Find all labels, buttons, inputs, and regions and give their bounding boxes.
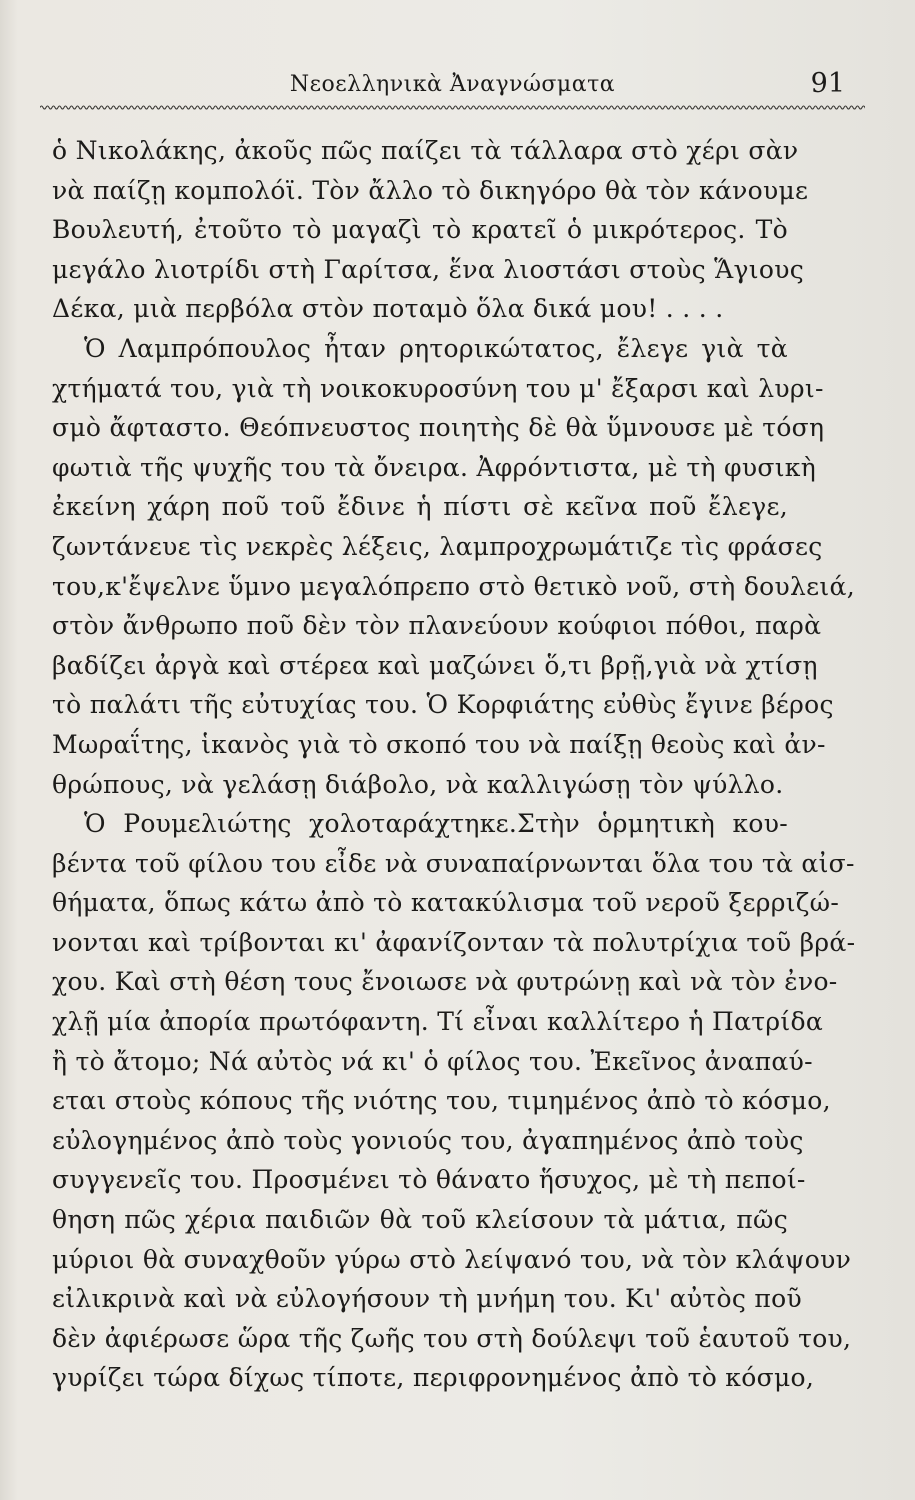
text-line: θρώπους, νὰ γελάσῃ διάβολο, νὰ καλλιγώσῃ τὸν ψύλλο. [52, 769, 784, 799]
text-line: εται στοὺς κόπους τῆς νιότης του, τιμημένος ἀπὸ τὸ κόσμο, [52, 1086, 831, 1116]
text-line: γυρίζει τώρα δίχως τίποτε, περιφρονημένος ἀπὸ τὸ κόσμο, [52, 1363, 815, 1393]
text-line: ζωντάνευε τὶς νεκρὲς λέξεις, λαμπροχρωμάτιζε τὶς φράσες [52, 531, 823, 561]
text-line: νὰ παίζῃ κομπολόϊ. Τὸν ἄλλο τὸ δικηγόρο θὰ τὸν κάνουμε [52, 175, 809, 205]
text-line: μύριοι θὰ συναχθοῦν γύρω στὸ λείψανό του, νὰ τὸν κλάψουν [52, 1244, 852, 1274]
text-line: Ὁ Ρουμελιώτης χολοταράχτηκε.Στὴν ὁρμητικὴ κου- [84, 809, 788, 839]
text-line: φωτιὰ τῆς ψυχῆς του τὰ ὄνειρα. Ἀφρόντιστα, μὲ τὴ φυσικὴ [52, 452, 816, 482]
text-line: στὸν ἄνθρωπο ποῦ δὲν τὸν πλανεύουν κούφιοι πόθοι, παρὰ [52, 611, 822, 641]
text-line: ἐκείνη χάρη ποῦ τοῦ ἔδινε ἡ πίστι σὲ κεῖνα ποῦ ἔλεγε, [52, 492, 788, 522]
text-line: μεγάλο λιοτρίδι στὴ Γαρίτσα, ἕνα λιοστάσι στοὺς Ἅγιους [52, 254, 805, 284]
text-line: νονται καὶ τρίβονται κι' ἀφανίζονταν τὰ πολυτρίχια τοῦ βρά- [52, 927, 856, 957]
text-line: θήματα, ὅπως κάτω ἀπὸ τὸ κατακύλισμα τοῦ νεροῦ ξερριζώ- [52, 888, 840, 918]
text-line: ἢ τὸ ἄτομο; Νά αὐτὸς νά κι' ὁ φίλος του. Ἐκεῖνος ἀναπαύ- [52, 1046, 813, 1076]
text-line: βέντα τοῦ φίλου του εἶδε νὰ συναπαίρνωνται ὅλα του τὰ αἰσ- [52, 848, 855, 878]
page-header [40, 66, 865, 106]
body-text [52, 131, 856, 1398]
text-line: Μωραΐτης, ἱκανὸς γιὰ τὸ σκοπό του νὰ παίξῃ θεοὺς καὶ ἀν- [52, 729, 826, 759]
text-line: δὲν ἀφιέρωσε ὥρα τῆς ζωῆς του στὴ δούλεψι τοῦ ἑαυτοῦ του, [52, 1323, 852, 1353]
text-line: Βουλευτή, ἐτοῦτο τὸ μαγαζὶ τὸ κρατεῖ ὁ μικρότερος. Τὸ [52, 215, 788, 245]
text-line: χου. Καὶ στὴ θέση τους ἔνοιωσε νὰ φυτρώνῃ καὶ νὰ τὸν ἐνο- [52, 967, 838, 997]
text-line: χλῇ μία ἀπορία πρωτόφαντη. Τί εἶναι καλλίτερο ἡ Πατρίδα [52, 1007, 824, 1037]
text-line: θηση πῶς χέρια παιδιῶν θὰ τοῦ κλείσουν τὰ μάτια, πῶς [52, 1205, 788, 1235]
text-line: βαδίζει ἀργὰ καὶ στέρεα καὶ μαζώνει ὅ,τι βρῇ,γιὰ νὰ χτίσῃ [52, 650, 818, 680]
text-line: ὁ Νικολάκης, ἀκοῦς πῶς παίζει τὰ τάλλαρα στὸ χέρι σὰν [52, 136, 799, 165]
text-line: Δέκα, μιὰ περβόλα στὸν ποταμὸ ὅλα δικά μου! . . . . [52, 294, 724, 324]
text-line: Ὁ Λαμπρόπουλος ἦταν ρητορικώτατος, ἔλεγε γιὰ τὰ [84, 333, 788, 363]
running-title: Νεοελληνικὰ Ἀναγνώσματα [289, 72, 616, 97]
text-line: του,κ'ἔψελνε ὕμνο μεγαλόπρεπο στὸ θετικὸ νοῦ, στὴ δουλειά, [52, 571, 855, 601]
text-line: χτήματά του, γιὰ τὴ νοικοκυροσύνη του μ' ἔξαρσι καὶ λυρι- [52, 373, 824, 403]
text-line: σμὸ ἄφταστο. Θεόπνευστος ποιητὴς δὲ θὰ ὕμνουσε μὲ τόση [52, 413, 825, 443]
text-line: συγγενεῖς του. Προσμένει τὸ θάνατο ἥσυχος, μὲ τὴ πεποί- [52, 1165, 806, 1195]
text-line: τὸ παλάτι τῆς εὐτυχίας του. Ὁ Κορφιάτης εὐθὺς ἔγινε βέρος [52, 690, 834, 720]
text-line: εἰλικρινὰ καὶ νὰ εὐλογήσουν τὴ μνήμη του. Κι' αὐτὸς ποῦ [52, 1284, 802, 1314]
wavy-header-rule [40, 104, 865, 111]
text-line: εὐλογημένος ἀπὸ τοὺς γονιούς του, ἀγαπημένος ἀπὸ τοὺς [52, 1125, 804, 1155]
page-number: 91 [810, 68, 845, 99]
